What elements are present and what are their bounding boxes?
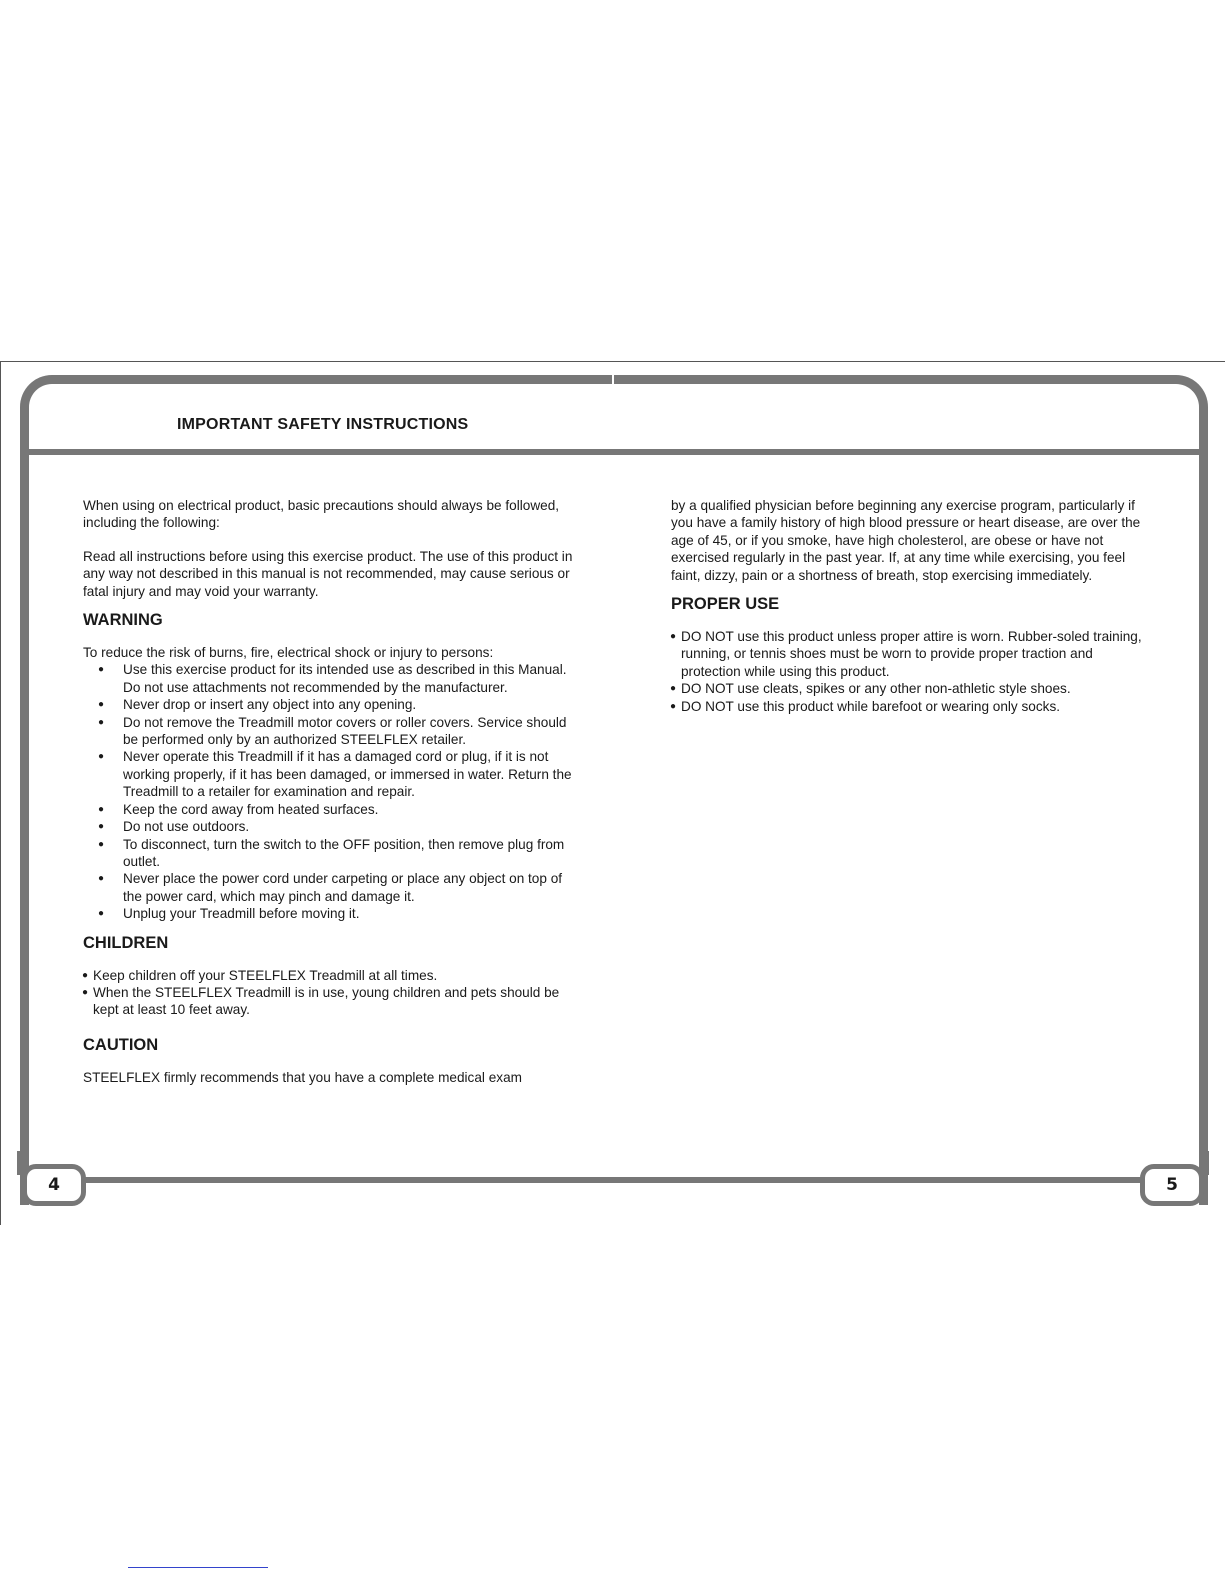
list-item: ● Unplug your Treadmill before moving it. <box>83 905 583 922</box>
list-item: ● When the STEELFLEX Treadmill is in use, young children and pets should be kept at least 10 feet away. <box>83 984 583 1019</box>
footer-rule <box>70 1177 1150 1183</box>
medical-exam-paragraph: by a qualified physician before beginning any exercise program, particularly if you have a family history of high blood pressure or heart disease, are over the age of 45, or if you smoke, have high cholesterol, are obese or have not exercised regularly in the past year. If, at any time while exercising, you feel faint, dizzy, pain or a shortness of breath, stop exercising immediately. <box>671 498 1141 583</box>
warning-heading: WARNING <box>83 611 163 630</box>
warning-list <box>83 661 583 922</box>
list-item: ● DO NOT use this product unless proper attire is worn. Rubber-soled training, running, or tennis shoes must be worn to provide proper traction and protection while using this product. <box>671 628 1146 680</box>
header-rule <box>29 449 1199 455</box>
frame-seam <box>612 375 614 384</box>
caution-text: STEELFLEX firmly recommends that you have a complete medical exam <box>83 1069 522 1085</box>
proper-use-heading: PROPER USE <box>671 595 780 614</box>
caution-heading: CAUTION <box>83 1035 159 1054</box>
page-number-right: 5 <box>1140 1164 1204 1206</box>
list-item: ● Do not remove the Treadmill motor covers or roller covers. Service should be performed only by an authorized STEELFLEX retailer. <box>83 714 583 749</box>
right-column <box>671 497 1146 715</box>
list-item: ● Keep the cord away from heated surfaces. <box>83 801 583 818</box>
list-item: ● Use this exercise product for its intended use as described in this Manual. Do not use attachments not recommended by the manufacturer. <box>83 661 583 696</box>
list-item: ● DO NOT use cleats, spikes or any other non-athletic style shoes. <box>671 680 1146 697</box>
list-item: ● Keep children off your STEELFLEX Treadmill at all times. <box>83 967 583 984</box>
list-item: ● To disconnect, turn the switch to the OFF position, then remove plug from outlet. <box>83 836 583 871</box>
footer-link-underline <box>128 1567 268 1568</box>
left-column <box>83 497 583 1086</box>
intro-paragraph: When using on electrical product, basic precautions should always be followed, including the following: <box>83 498 560 531</box>
list-item: ● Never operate this Treadmill if it has a damaged cord or plug, if it is not working properly, if it has been damaged, or immersed in water. Return the Treadmill to a retailer for examination and repair. <box>83 748 583 800</box>
list-item: ● Never place the power cord under carpeting or place any object on top of the power card, which may pinch and damage it. <box>83 870 583 905</box>
list-item: ● Never drop or insert any object into any opening. <box>83 696 583 713</box>
page-number-left: 4 <box>22 1164 86 1206</box>
children-heading: CHILDREN <box>83 933 169 952</box>
instructions-paragraph: Read all instructions before using this exercise product. The use of this product in any way not described in this manual is not recommended, may cause serious or fatal injury and may void your warranty. <box>83 548 573 599</box>
list-item: ● DO NOT use this product while barefoot or wearing only socks. <box>671 698 1146 715</box>
page-title: IMPORTANT SAFETY INSTRUCTIONS <box>177 416 469 433</box>
list-item: ● Do not use outdoors. <box>83 818 583 835</box>
children-list <box>83 967 583 1019</box>
proper-use-list <box>671 628 1146 715</box>
warning-lead: To reduce the risk of burns, fire, electrical shock or injury to persons: <box>83 645 494 661</box>
